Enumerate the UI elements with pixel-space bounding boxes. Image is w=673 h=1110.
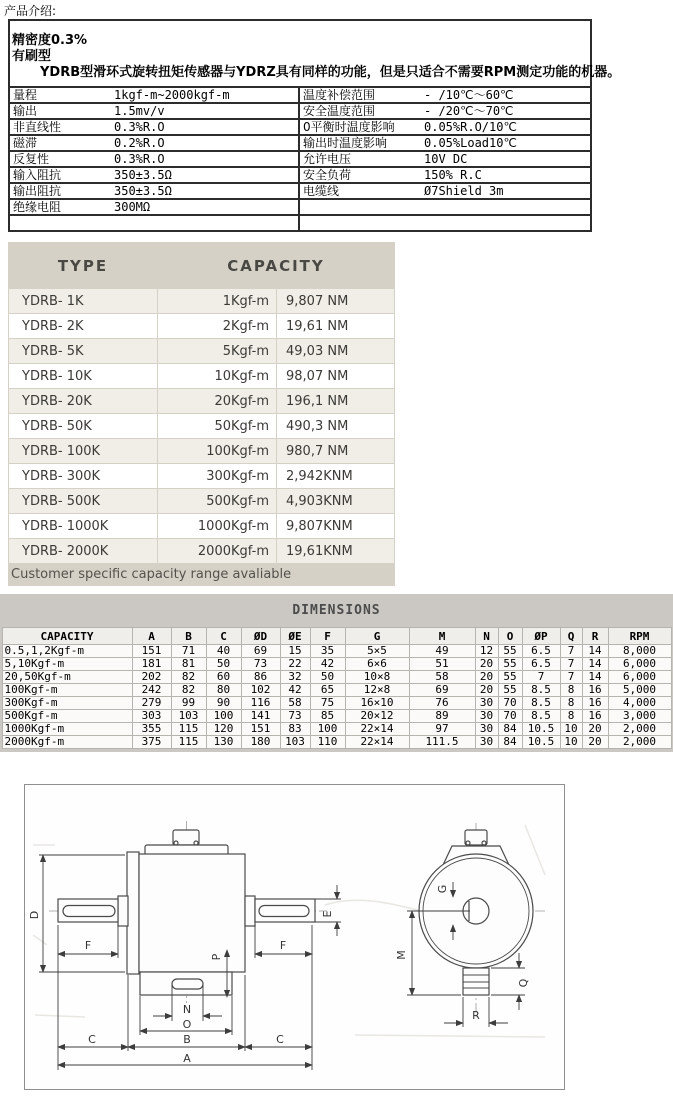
- spec-left-label: 反复性: [9, 151, 104, 167]
- dim-label-c-left: C: [88, 1033, 96, 1046]
- dim-q: 7: [560, 645, 582, 658]
- dim-o: 84: [498, 736, 522, 749]
- type-model: YDRB- 10K: [9, 364, 157, 388]
- type-row: [9, 289, 394, 313]
- intro-brush-type: 有刷型: [12, 49, 52, 64]
- dim-label-m: M: [395, 950, 408, 960]
- dim-rpm: 4,000: [608, 697, 671, 710]
- dim-r: 14: [582, 671, 608, 684]
- spec-right-label: 允许电压: [299, 151, 414, 167]
- dim-e: 22: [280, 658, 310, 671]
- type-row: [9, 439, 394, 463]
- type-capacity-nm: 2,942KNM: [277, 464, 394, 488]
- dimensions-column-header: CAPACITY: [2, 628, 132, 645]
- dim-n: 30: [475, 736, 498, 749]
- dimensions-column-header: O: [498, 628, 522, 645]
- dim-q: 7: [560, 671, 582, 684]
- dim-label-f-right: F: [279, 939, 287, 952]
- page-title: 产品介绍:: [4, 4, 57, 18]
- type-row: [9, 314, 394, 338]
- dim-r: 16: [582, 697, 608, 710]
- dim-d: 102: [241, 684, 280, 697]
- dim-label-f-left: F: [84, 939, 92, 952]
- dim-rpm: 8,000: [608, 645, 671, 658]
- spec-left-value: 350±3.5Ω: [104, 183, 299, 199]
- type-model: YDRB- 2K: [9, 314, 157, 338]
- spec-left-value: 1.5mv/v: [104, 103, 299, 119]
- spec-left-label: 非直线性: [9, 119, 104, 135]
- dim-label-g: G: [436, 884, 449, 894]
- dim-b: 81: [171, 658, 206, 671]
- type-row: [9, 339, 394, 363]
- dim-b: 99: [171, 697, 206, 710]
- dim-c: 100: [206, 710, 241, 723]
- dim-d: 116: [241, 697, 280, 710]
- dim-a: 181: [132, 658, 171, 671]
- dim-a: 375: [132, 736, 171, 749]
- dim-capacity: 5,10Kgf-m: [2, 658, 132, 671]
- dim-rpm: 2,000: [608, 723, 671, 736]
- dim-e: 103: [280, 736, 310, 749]
- spec-row: [9, 135, 591, 151]
- spec-left-value: 0.3%R.O: [104, 151, 299, 167]
- dim-o: 84: [498, 723, 522, 736]
- dim-m: 49: [409, 645, 475, 658]
- dim-label-n: N: [182, 1003, 192, 1016]
- type-capacity-table: [8, 242, 395, 586]
- type-capacity-kgf: 300Kgf-m: [158, 464, 276, 488]
- dim-capacity: 1000Kgf-m: [2, 723, 132, 736]
- type-model: YDRB- 1K: [9, 289, 157, 313]
- dimensions-row: [2, 684, 671, 697]
- dim-n: 30: [475, 697, 498, 710]
- spec-right-value: - /10℃～60℃: [414, 87, 591, 103]
- dim-label-o: O: [182, 1018, 192, 1031]
- dim-e: 15: [280, 645, 310, 658]
- dim-c: 60: [206, 671, 241, 684]
- spec-row: [9, 215, 591, 231]
- dim-g: 5×5: [345, 645, 409, 658]
- dimensions-row: [2, 736, 671, 749]
- dim-e: 42: [280, 684, 310, 697]
- dim-b: 71: [171, 645, 206, 658]
- dim-q: 10: [560, 736, 582, 749]
- dim-q: 8: [560, 684, 582, 697]
- dim-g: 20×12: [345, 710, 409, 723]
- dim-g: 22×14: [345, 723, 409, 736]
- dimensions-column-header: ØP: [522, 628, 560, 645]
- dim-rpm: 6,000: [608, 658, 671, 671]
- dim-p: 8.5: [522, 684, 560, 697]
- type-capacity-kgf: 10Kgf-m: [158, 364, 276, 388]
- dim-g: 12×8: [345, 684, 409, 697]
- dimensions-column-header: G: [345, 628, 409, 645]
- dim-b: 82: [171, 684, 206, 697]
- dim-b: 115: [171, 736, 206, 749]
- dim-n: 30: [475, 710, 498, 723]
- dim-d: 141: [241, 710, 280, 723]
- dimensions-row: [2, 671, 671, 684]
- dim-q: 8: [560, 697, 582, 710]
- dim-m: 76: [409, 697, 475, 710]
- spec-right-label: [299, 215, 414, 231]
- spec-right-label: 电缆线: [299, 183, 414, 199]
- dim-capacity: 100Kgf-m: [2, 684, 132, 697]
- dim-p: 6.5: [522, 658, 560, 671]
- dim-g: 16×10: [345, 697, 409, 710]
- dim-n: 20: [475, 684, 498, 697]
- dim-capacity: 0.5,1,2Kgf-m: [2, 645, 132, 658]
- spec-right-value: 10V DC: [414, 151, 591, 167]
- spec-row: [9, 87, 591, 103]
- spec-right-label: 温度补偿范围: [299, 87, 414, 103]
- dimensions-column-header: F: [310, 628, 345, 645]
- spec-row: [9, 199, 591, 215]
- dim-o: 55: [498, 684, 522, 697]
- dim-a: 202: [132, 671, 171, 684]
- spec-right-value: 150% R.C: [414, 167, 591, 183]
- type-capacity-nm: 49,03 NM: [277, 339, 394, 363]
- type-capacity-kgf: 100Kgf-m: [158, 439, 276, 463]
- dim-m: 97: [409, 723, 475, 736]
- type-capacity-nm: 980,7 NM: [277, 439, 394, 463]
- dim-p: 10.5: [522, 723, 560, 736]
- dim-m: 69: [409, 684, 475, 697]
- dim-q: 7: [560, 658, 582, 671]
- type-capacity-kgf: 1000Kgf-m: [158, 514, 276, 538]
- dim-p: 8.5: [522, 710, 560, 723]
- sensor-body: [139, 854, 245, 972]
- dimensions-column-header: A: [132, 628, 171, 645]
- dim-c: 80: [206, 684, 241, 697]
- type-row: [9, 364, 394, 388]
- dim-c: 50: [206, 658, 241, 671]
- dim-label-q: Q: [517, 978, 530, 988]
- type-capacity-nm: 4,903KNM: [277, 489, 394, 513]
- dimensions-column-header: R: [582, 628, 608, 645]
- dim-a: 355: [132, 723, 171, 736]
- dim-b: 103: [171, 710, 206, 723]
- right-shaft: [255, 899, 315, 922]
- type-capacity-kgf: 2Kgf-m: [158, 314, 276, 338]
- type-model: YDRB- 2000K: [9, 539, 157, 563]
- dimensions-row: [2, 697, 671, 710]
- spec-row: [9, 183, 591, 199]
- spec-left-label: 磁滞: [9, 135, 104, 151]
- left-shaft: [58, 899, 118, 922]
- spec-left-value: 350±3.5Ω: [104, 167, 299, 183]
- dim-rpm: 5,000: [608, 684, 671, 697]
- spec-row: [9, 119, 591, 135]
- dim-label-r: R: [472, 1009, 480, 1022]
- dim-label-p: P: [210, 953, 223, 961]
- spec-left-value: 0.3%R.O: [104, 119, 299, 135]
- spec-right-value: - /20℃～70℃: [414, 103, 591, 119]
- dim-f: 85: [310, 710, 345, 723]
- dim-r: 14: [582, 645, 608, 658]
- dim-m: 89: [409, 710, 475, 723]
- dim-label-a: A: [183, 1052, 191, 1065]
- dimensions-section: [0, 594, 673, 752]
- type-row: [9, 414, 394, 438]
- dimensions-row: [2, 645, 671, 658]
- dim-o: 55: [498, 658, 522, 671]
- type-capacity-nm: 19,61KNM: [277, 539, 394, 563]
- left-collar: [118, 896, 128, 926]
- bottom-boss: [140, 972, 232, 995]
- spec-left-value: 0.2%R.O: [104, 135, 299, 151]
- dim-d: 180: [241, 736, 280, 749]
- dimensions-column-header: C: [206, 628, 241, 645]
- dim-a: 151: [132, 645, 171, 658]
- dim-d: 73: [241, 658, 280, 671]
- dim-rpm: 3,000: [608, 710, 671, 723]
- intro-box: [8, 19, 621, 86]
- dim-f: 42: [310, 658, 345, 671]
- dim-c: 120: [206, 723, 241, 736]
- right-collar: [245, 896, 255, 926]
- type-row: [9, 514, 394, 538]
- dim-rpm: 2,000: [608, 736, 671, 749]
- spec-left-label: 量程: [9, 87, 104, 103]
- dimensions-column-header: ØD: [241, 628, 280, 645]
- dimensions-column-header: RPM: [608, 628, 671, 645]
- type-row: [9, 539, 394, 563]
- dim-g: 6×6: [345, 658, 409, 671]
- dimensions-row: [2, 723, 671, 736]
- dim-e: 32: [280, 671, 310, 684]
- spec-right-label: [299, 199, 414, 215]
- type-model: YDRB- 300K: [9, 464, 157, 488]
- dim-f: 100: [310, 723, 345, 736]
- dim-rpm: 6,000: [608, 671, 671, 684]
- left-view: [49, 821, 327, 1003]
- type-capacity-nm: 9,807 NM: [277, 289, 394, 313]
- intro-description: YDRB型滑环式旋转扭矩传感器与YDRZ具有同样的功能，但是只适合不需要RPM测定功能的机器。: [40, 65, 621, 80]
- spec-right-label: 安全温度范围: [299, 103, 414, 119]
- bottom-foot: [463, 968, 489, 995]
- dim-a: 279: [132, 697, 171, 710]
- spec-right-label: 输出时温度影响: [299, 135, 414, 151]
- dimensions-row: [2, 710, 671, 723]
- dim-f: 65: [310, 684, 345, 697]
- intro-precision: 精密度0.3%: [12, 33, 88, 48]
- capacity-header: CAPACITY: [227, 256, 325, 275]
- type-capacity-nm: 19,61 NM: [277, 314, 394, 338]
- dim-label-e: E: [321, 910, 334, 918]
- type-model: YDRB- 1000K: [9, 514, 157, 538]
- dim-e: 58: [280, 697, 310, 710]
- dim-o: 70: [498, 697, 522, 710]
- dim-d: 86: [241, 671, 280, 684]
- spec-table: [8, 86, 592, 232]
- dimensions-column-header: N: [475, 628, 498, 645]
- type-model: YDRB- 50K: [9, 414, 157, 438]
- dim-o: 55: [498, 671, 522, 684]
- dim-r: 14: [582, 658, 608, 671]
- type-capacity-kgf: 500Kgf-m: [158, 489, 276, 513]
- spec-left-label: [9, 215, 104, 231]
- dimensions-column-header: M: [409, 628, 475, 645]
- side-plate: [127, 852, 139, 974]
- spec-left-label: 输出: [9, 103, 104, 119]
- dim-capacity: 20,50Kgf-m: [2, 671, 132, 684]
- type-capacity-kgf: 50Kgf-m: [158, 414, 276, 438]
- type-model: YDRB- 500K: [9, 489, 157, 513]
- dim-d: 151: [241, 723, 280, 736]
- type-table-footer-note: Customer specific capacity range avaliable: [11, 567, 292, 582]
- dim-e: 83: [280, 723, 310, 736]
- dim-f: 35: [310, 645, 345, 658]
- spec-right-label: 安全负荷: [299, 167, 414, 183]
- dimensions-title: DIMENSIONS: [292, 603, 381, 618]
- type-header: TYPE: [57, 256, 109, 275]
- type-capacity-nm: 490,3 NM: [277, 414, 394, 438]
- dim-e: 73: [280, 710, 310, 723]
- dim-capacity: 2000Kgf-m: [2, 736, 132, 749]
- spec-right-value: 0.05%R.O/10℃: [414, 119, 591, 135]
- dim-o: 55: [498, 645, 522, 658]
- dim-capacity: 500Kgf-m: [2, 710, 132, 723]
- dim-q: 8: [560, 710, 582, 723]
- dim-c: 130: [206, 736, 241, 749]
- spec-right-value: [414, 215, 591, 231]
- dim-r: 16: [582, 710, 608, 723]
- spec-left-label: 绝缘电阻: [9, 199, 104, 215]
- dim-b: 82: [171, 671, 206, 684]
- dim-r: 20: [582, 723, 608, 736]
- dim-a: 242: [132, 684, 171, 697]
- type-table-header-row: [9, 243, 394, 288]
- dim-n: 12: [475, 645, 498, 658]
- type-row: [9, 464, 394, 488]
- type-model: YDRB- 20K: [9, 389, 157, 413]
- type-row: [9, 389, 394, 413]
- dim-m: 111.5: [409, 736, 475, 749]
- dimensions-column-header: Q: [560, 628, 582, 645]
- dim-r: 16: [582, 684, 608, 697]
- type-row: [9, 489, 394, 513]
- dim-b: 115: [171, 723, 206, 736]
- spec-left-value: [104, 215, 299, 231]
- dim-g: 10×8: [345, 671, 409, 684]
- spec-left-label: 输入阻抗: [9, 167, 104, 183]
- type-table-footer-row: [9, 564, 394, 585]
- spec-right-value: 0.05%Load10℃: [414, 135, 591, 151]
- technical-drawing: [25, 785, 564, 1089]
- dimensions-column-header: ØE: [280, 628, 310, 645]
- dim-o: 70: [498, 710, 522, 723]
- type-capacity-nm: 9,807KNM: [277, 514, 394, 538]
- dim-label-d: D: [28, 910, 41, 920]
- spec-left-value: 1kgf-m~2000kgf-m: [104, 87, 299, 103]
- dim-p: 8.5: [522, 697, 560, 710]
- dimensions-row: [2, 658, 671, 671]
- dim-capacity: 300Kgf-m: [2, 697, 132, 710]
- spec-right-value: [414, 199, 591, 215]
- spec-left-value: 300MΩ: [104, 199, 299, 215]
- dim-c: 90: [206, 697, 241, 710]
- dim-p: 10.5: [522, 736, 560, 749]
- dim-m: 51: [409, 658, 475, 671]
- dim-f: 110: [310, 736, 345, 749]
- type-model: YDRB- 100K: [9, 439, 157, 463]
- dim-r: 20: [582, 736, 608, 749]
- dimensions-header-row: [2, 628, 671, 645]
- dim-f: 50: [310, 671, 345, 684]
- type-capacity-kgf: 2000Kgf-m: [158, 539, 276, 563]
- dim-a: 303: [132, 710, 171, 723]
- type-capacity-nm: 98,07 NM: [277, 364, 394, 388]
- type-capacity-kgf: 5Kgf-m: [158, 339, 276, 363]
- spec-row: [9, 151, 591, 167]
- dimensions-column-header: B: [171, 628, 206, 645]
- dim-f: 75: [310, 697, 345, 710]
- dim-n: 30: [475, 723, 498, 736]
- spec-right-value: Ø7Shield 3m: [414, 183, 591, 199]
- type-capacity-kgf: 1Kgf-m: [158, 289, 276, 313]
- type-capacity-nm: 196,1 NM: [277, 389, 394, 413]
- dim-d: 69: [241, 645, 280, 658]
- dim-p: 7: [522, 671, 560, 684]
- technical-drawing-panel: [24, 784, 565, 1090]
- dim-label-c-right: C: [276, 1033, 284, 1046]
- dim-p: 6.5: [522, 645, 560, 658]
- dim-q: 10: [560, 723, 582, 736]
- dim-g: 22×14: [345, 736, 409, 749]
- dim-n: 20: [475, 658, 498, 671]
- dim-label-b: B: [183, 1033, 191, 1046]
- dim-m: 58: [409, 671, 475, 684]
- spec-row: [9, 167, 591, 183]
- type-model: YDRB- 5K: [9, 339, 157, 363]
- dim-n: 20: [475, 671, 498, 684]
- spec-left-label: 输出阻抗: [9, 183, 104, 199]
- dimensions-table: [2, 627, 672, 749]
- spec-row: [9, 103, 591, 119]
- spec-right-label: 0平衡时温度影响: [299, 119, 414, 135]
- dim-c: 40: [206, 645, 241, 658]
- type-capacity-kgf: 20Kgf-m: [158, 389, 276, 413]
